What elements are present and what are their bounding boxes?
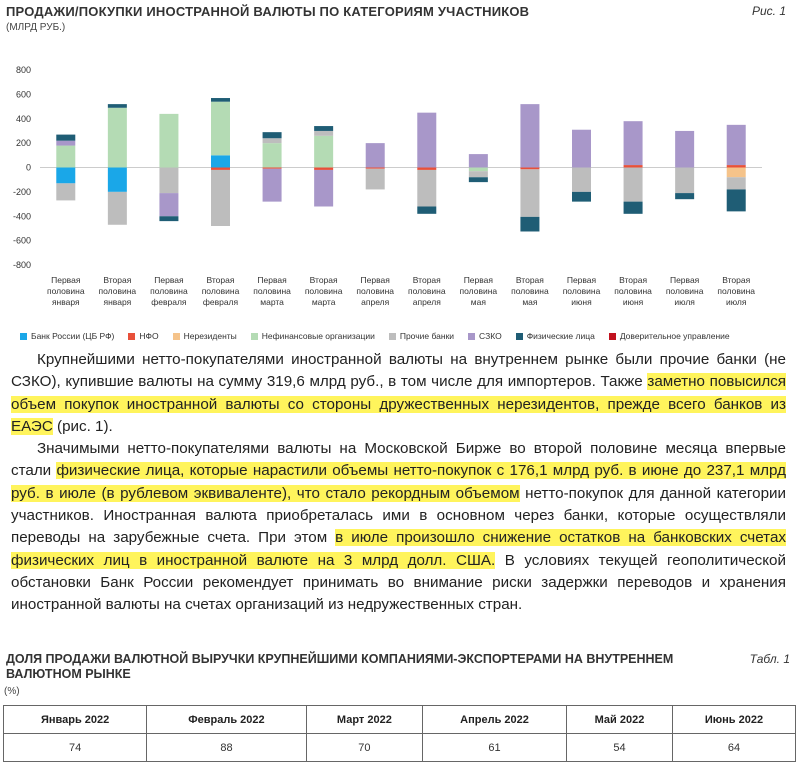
y-tick-label: -800 [12,260,31,270]
bar-segment [469,171,488,177]
table-cell: 74 [4,734,147,762]
figure-title: ПРОДАЖИ/ПОКУПКИ ИНОСТРАННОЙ ВАЛЮТЫ ПО КАТЕГОРИЯМ УЧАСТНИКОВ [6,4,530,19]
x-tick-label-line: апреля [361,297,390,307]
legend-swatch [173,333,180,340]
legend-label: Физические лица [526,331,595,341]
bar-segment [417,113,436,168]
legend-label: НФО [139,331,159,341]
x-tick-label-line: Первая [257,275,287,285]
bar-segment [624,165,643,167]
x-tick-label-line: Первая [463,275,494,285]
legend-swatch [251,333,258,340]
bar-segment [56,168,75,184]
bar-segment [108,104,127,108]
bar-segment [56,135,75,141]
x-tick-label-line: мая [522,297,538,307]
x-tick-label-line: половина [511,286,549,296]
x-tick-label [99,275,137,307]
bar-segment [469,168,488,172]
x-tick-label-line: Первая [360,275,390,285]
x-tick-label [47,275,85,307]
body-text [11,349,786,617]
y-tick-label: 200 [15,138,31,149]
x-tick-label-line: Вторая [619,275,648,285]
legend-item [173,331,237,341]
bar-segment [263,143,282,167]
legend-item [251,331,375,341]
bar-segment [572,168,591,192]
y-tick-label: 0 [25,162,31,173]
legend-swatch [516,333,523,340]
legend-label: СЗКО [479,331,502,341]
x-tick-label-line: Вторая [412,275,441,285]
bar-segment [263,138,282,143]
bar-segment [469,154,488,167]
bar-segment [727,125,746,165]
y-tick-label: -600 [12,235,31,246]
bar-segment [314,131,333,136]
y-tick-label: 800 [15,65,31,75]
bar-segment [675,168,694,194]
x-tick-label-line: Первая [51,275,81,285]
p1-text-a: Крупнейшими нетто-покупателями иностранной валюты на внутреннем рынке были прочие банки (не СЗКО), купившие валюты на сумму 319,6 млрд руб., в том числе для импортеров. Также [11,351,786,391]
x-tick-label-line: июля [725,297,747,307]
x-tick-label-line: Вторая [722,275,751,285]
p1-text-b: (рис. 1). [52,417,113,435]
bar-segment [572,192,591,202]
p2-highlight-2: в июле произошло снижение остатков на банковских счетах физических лиц в иностранной валюте на 3 млрд долл. США. [11,529,786,569]
chart-legend [20,331,730,341]
bar-segment [417,207,436,214]
bar-segment [624,168,643,202]
bar-segment [108,192,127,225]
bar-segment [417,168,436,170]
bar-segment [314,170,333,207]
x-tick-label-line: половина [356,286,395,296]
x-tick-label-line: половина [98,286,137,296]
x-tick-label-line: января [103,297,132,307]
x-tick-label-line: Первая [566,275,597,285]
legend-swatch [128,333,135,340]
legend-label: Доверительное управление [619,331,730,341]
p2-text-c: В условиях текущей геополитической обстановки Банк России рекомендует принимать во внимание риски задержки переводов и хранения иностранной валюты на счетах организаций из недружественных стран. [11,551,786,614]
x-tick-label-line: половина [665,286,704,296]
legend-item [468,331,502,341]
x-tick-label [356,275,394,307]
x-tick-label-line: июня [622,297,644,307]
x-tick-label [408,275,446,307]
bar-segment [469,177,488,182]
p2-text-b: нетто-покупок для данной категории участников. Иностранная валюта приобреталась ими в основном через банки, которые осуществляли переводы на зарубежные счета. При этом [11,484,786,547]
x-tick-label-line: марта [260,297,284,307]
bar-segment [727,168,746,178]
export-share-table [3,705,796,762]
p2-text-a: Значимыми нетто-покупателями валюты на Московской Бирже во второй половине месяца впервые стали [11,440,786,480]
bar-segment [314,126,333,131]
x-tick-label-line: Вторая [103,275,132,285]
legend-swatch [468,333,475,340]
x-tick-label-line: половина [562,286,601,296]
x-tick-label-line: Вторая [206,275,235,285]
bar-segment [159,193,178,216]
x-tick-label [614,275,652,307]
x-tick-label-line: мая [470,297,486,307]
bar-segment [159,114,178,168]
p2-highlight-1: физические лица, которые нарастили объемы нетто-покупок с 176,1 млрд руб. в июне до 237,1 млрд руб. в июле (в рублевом эквиваленте), что стало рекордным объемом [11,462,786,502]
table-header: Январь 2022 [4,706,147,734]
legend-item [389,331,454,341]
bar-segment [211,102,230,156]
bar-segment [211,168,230,170]
stacked-bar-chart [0,55,800,325]
x-tick-label-line: половина [253,286,291,296]
x-tick-label-line: половина [459,286,498,296]
x-tick-label-line: января [51,297,80,307]
table-header: Февраль 2022 [147,706,306,734]
bar-segment [56,146,75,168]
x-tick-label-line: февраля [202,297,239,307]
bar-segment [727,177,746,189]
paragraph-2 [11,438,786,616]
bar-segment [263,132,282,138]
bar-segment [624,202,643,214]
table-header-row [4,706,796,734]
y-tick-label: -400 [12,211,31,222]
bar-segment [675,193,694,199]
x-tick-label-line: Первая [154,275,184,285]
legend-item [128,331,158,341]
table-row [4,734,796,762]
bar-segment [314,136,333,168]
p1-highlight: заметно повысился объем покупок иностранной валюты со стороны дружественных нерезидентов, прежде всего банков из ЕАЭС [11,373,787,435]
legend-label: Банк России (ЦБ РФ) [31,331,115,341]
table-header: Май 2022 [567,706,673,734]
legend-item [20,331,114,341]
table-title: ДОЛЯ ПРОДАЖИ ВАЛЮТНОЙ ВЫРУЧКИ КРУПНЕЙШИМИ КОМПАНИЯМИ-ЭКСПОРТЕРАМИ НА ВНУТРЕННЕМ ВАЛЮТНОМ РЫНКЕ [6,652,674,681]
bar-segment [211,170,230,226]
x-tick-label-line: июня [571,297,592,307]
bar-segment [108,108,127,168]
x-tick-label-line: Вторая [515,275,544,285]
figure-label: Рис. 1 [751,4,786,18]
bar-segment [211,155,230,167]
bar-segment [520,217,539,232]
bar-segment [520,168,539,170]
bar-segment [263,169,282,202]
x-tick-label-line: Первая [669,275,700,285]
x-tick-label-line: половина [407,286,446,296]
bar-segment [572,130,591,168]
bar-segment [108,168,127,192]
x-tick-label-line: Вторая [309,275,338,285]
x-tick-label-line: июля [674,297,695,307]
legend-item [516,331,595,341]
bar-segment [263,168,282,169]
bar-segment [366,169,385,190]
legend-label: Прочие банки [399,331,455,341]
bar-segment [211,98,230,102]
bar-segment [159,168,178,194]
x-tick-label-line: половина [304,286,343,296]
figure-units: (МЛРД РУБ.) [6,22,66,33]
bar-segment [366,143,385,167]
bar-segment [159,216,178,221]
legend-swatch [20,333,27,340]
legend-item [609,331,730,341]
table-cell: 70 [306,734,422,762]
y-tick-label: 400 [15,113,31,124]
x-tick-label [666,275,704,307]
x-tick-label [150,275,188,307]
bar-segment [366,168,385,169]
x-tick-label-line: половина [150,286,188,296]
x-tick-label [202,275,240,307]
legend-label: Нефинансовые организации [261,331,375,341]
table-label: Табл. 1 [749,652,790,666]
bar-segment [624,121,643,165]
x-tick-label-line: половина [46,286,85,296]
paragraph-1 [11,349,786,438]
y-tick-label: 600 [15,89,31,100]
y-tick-label: -200 [12,186,31,197]
bar-segment [56,183,75,200]
bar-segment [727,189,746,211]
x-tick-label [563,275,601,307]
x-tick-label-line: половина [614,286,652,296]
x-tick-label-line: апреля [412,297,441,307]
x-tick-label-line: февраля [151,297,187,307]
legend-label: Нерезиденты [183,331,237,341]
table-cell: 61 [423,734,567,762]
table-cell: 64 [672,734,795,762]
legend-swatch [389,333,396,340]
x-tick-label-line: половина [201,286,240,296]
x-tick-label [253,275,291,307]
table-header: Июнь 2022 [672,706,795,734]
bar-segment [520,104,539,167]
x-tick-label [460,275,498,307]
bar-segment [675,131,694,168]
x-tick-label-line: марта [311,297,336,307]
bar-segment [520,169,539,217]
x-tick-label [511,275,549,307]
table-header: Март 2022 [306,706,422,734]
table-cell: 54 [567,734,673,762]
x-tick-label [717,275,755,307]
bar-segment [727,165,746,167]
table-units: (%) [4,686,20,697]
bar-segment [417,170,436,207]
x-tick-label-line: половина [717,286,756,296]
table-header: Апрель 2022 [423,706,567,734]
bar-segment [56,141,75,146]
legend-swatch [609,333,616,340]
bar-segment [314,168,333,170]
x-tick-label [305,275,343,307]
table-cell: 88 [147,734,306,762]
